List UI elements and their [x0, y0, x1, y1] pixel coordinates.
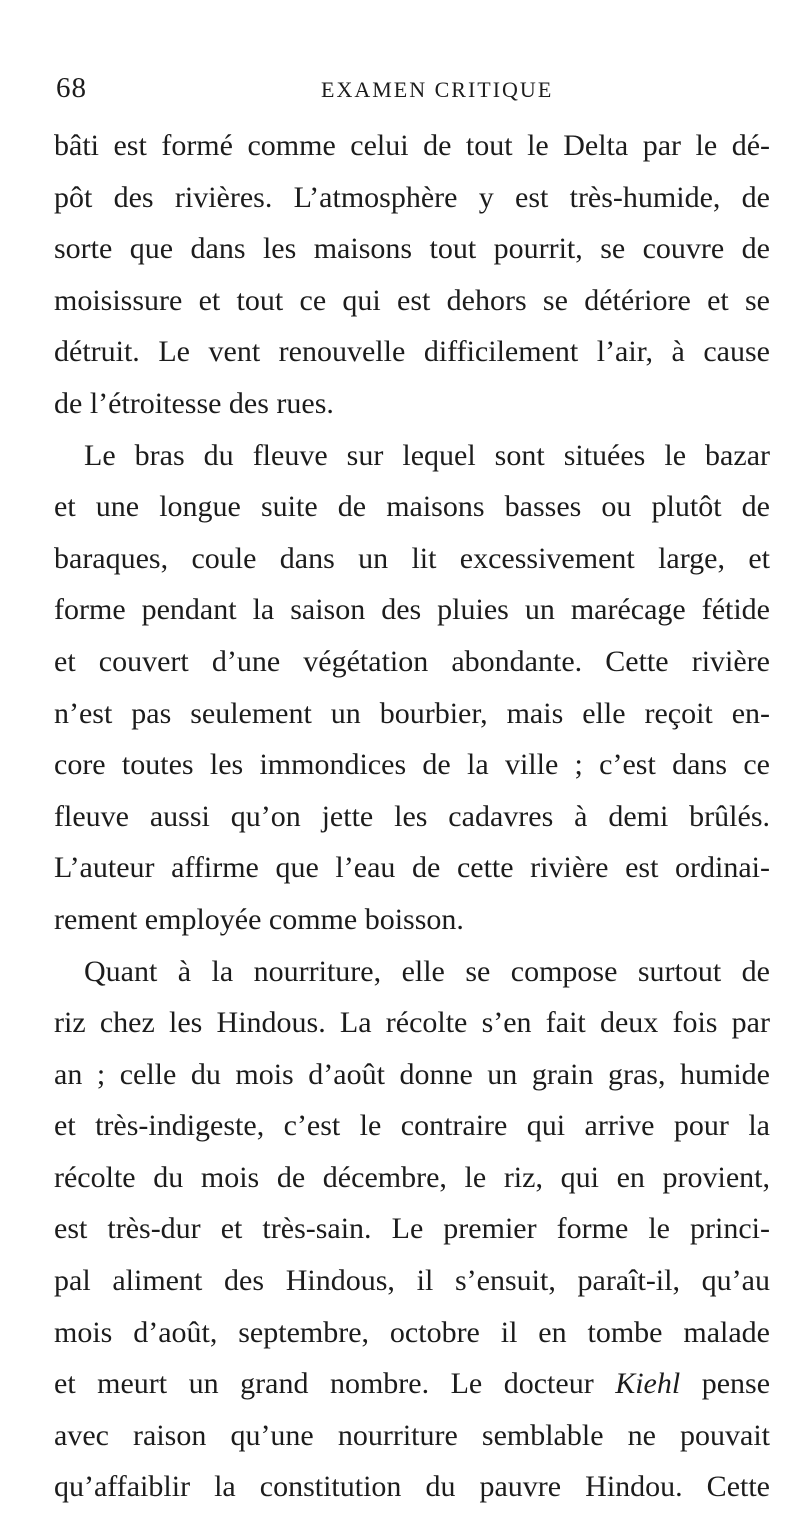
- text-line: bâti est formé comme celui de tout le Delta par le dé-: [54, 129, 770, 162]
- text-line: fleuve aussi qu’on jette les cadavres à demi brûlés.: [54, 799, 770, 833]
- text-segment: pense: [701, 1367, 770, 1401]
- text-line: baraques, coule dans un lit excessivement large, et: [54, 541, 770, 575]
- text-line: qu’affaiblir la constitution du pauvre Hindou. Cette: [54, 1470, 770, 1504]
- text-line: est très-dur et très-sain. Le premier forme le princi-: [54, 1212, 770, 1246]
- text-line: core toutes les immondices de la ville ; c’est dans ce: [54, 748, 770, 782]
- text-line: rement employée comme boisson.: [54, 902, 464, 936]
- text-line: sorte que dans les maisons tout pourrit, se couvre de: [54, 232, 770, 266]
- page-number: 68: [56, 72, 87, 104]
- text-line: et couvert d’une végétation abondante. Cette rivière: [54, 644, 770, 678]
- text-line: Quant à la nourriture, elle se compose surtout de: [84, 954, 770, 988]
- author-name: Kiehl: [615, 1367, 681, 1401]
- text-line: de l’étroitesse des rues.: [54, 386, 334, 420]
- text-line: L’auteur affirme que l’eau de cette rivière est ordinai-: [54, 851, 770, 885]
- text-line: an ; celle du mois d’août donne un grain gras, humide: [54, 1057, 770, 1091]
- text-line: pal aliment des Hindous, il s’ensuit, paraît-il, qu’au: [54, 1264, 770, 1298]
- text-segment: et meurt un grand nombre. Le docteur: [54, 1367, 594, 1401]
- text-line: Le bras du fleuve sur lequel sont situées le bazar: [84, 438, 770, 472]
- text-line: moisissure et tout ce qui est dehors se détériore et se: [54, 283, 770, 317]
- text-line: et très-indigeste, c’est le contraire qui arrive pour la: [54, 1109, 770, 1143]
- page-header: [56, 72, 746, 112]
- text-line: mois d’août, septembre, octobre il en tombe malade: [54, 1315, 770, 1349]
- body-text: [54, 120, 770, 1513]
- text-line: récolte du mois de décembre, le riz, qui en provient,: [54, 1160, 770, 1194]
- text-line: détruit. Le vent renouvelle difficilement l’air, à cause: [54, 335, 770, 369]
- text-line: [54, 1358, 770, 1410]
- text-line: forme pendant la saison des pluies un marécage fétide: [54, 593, 770, 627]
- text-line: avec raison qu’une nourriture semblable ne pouvait: [54, 1418, 770, 1452]
- text-line: pôt des rivières. L’atmosphère y est très-humide, de: [54, 180, 770, 214]
- running-head: EXAMEN CRITIQUE: [321, 77, 554, 102]
- text-line: n’est pas seulement un bourbier, mais elle reçoit en-: [54, 696, 770, 730]
- text-line: riz chez les Hindous. La récolte s’en fait deux fois par: [54, 1006, 770, 1040]
- text-line: et une longue suite de maisons basses ou plutôt de: [54, 490, 770, 524]
